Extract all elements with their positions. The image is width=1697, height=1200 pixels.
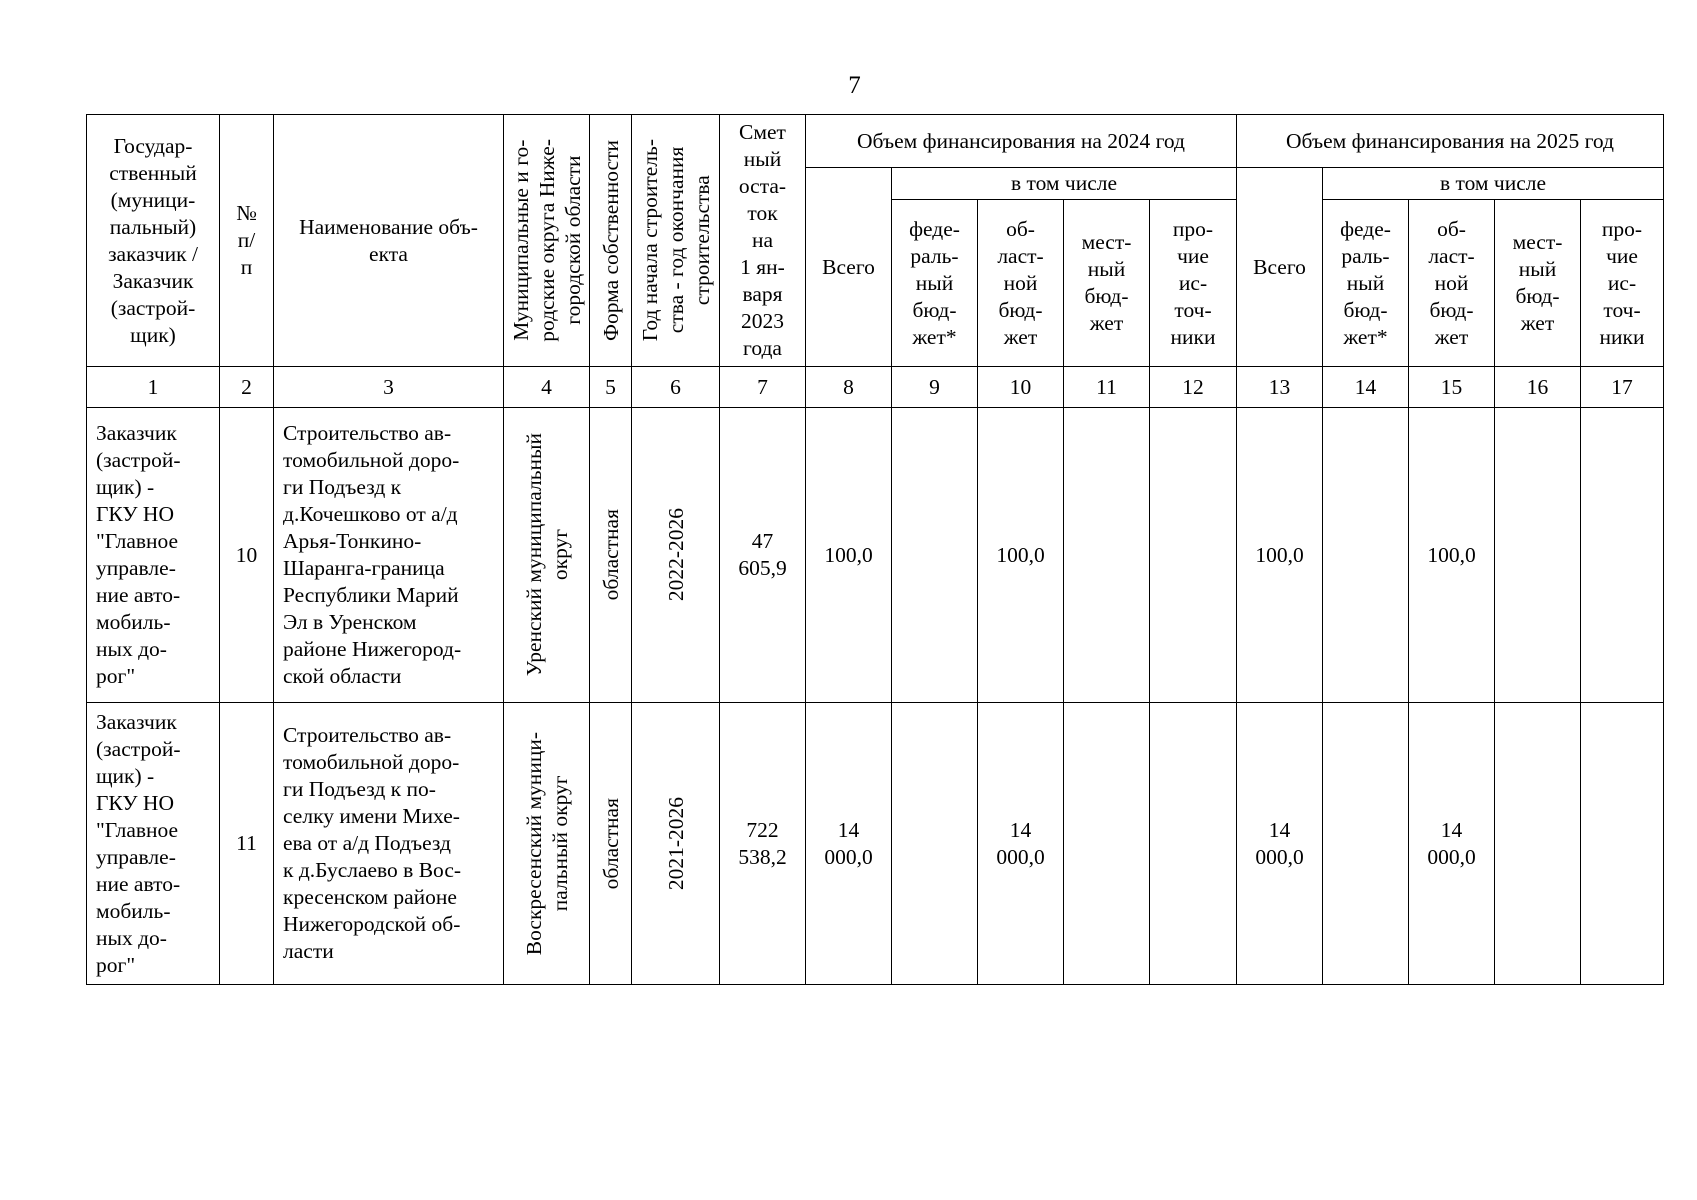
row-estimate: 47 605,9	[720, 408, 806, 703]
header-years-cell	[632, 115, 720, 367]
row-total-2025: 14 000,0	[1237, 703, 1323, 985]
column-number: 15	[1409, 367, 1495, 408]
row-ownership-cell	[590, 408, 632, 703]
row-municipality-cell	[504, 408, 590, 703]
row-years-cell	[632, 408, 720, 703]
investment-table	[86, 114, 1664, 985]
column-number: 12	[1150, 367, 1237, 408]
row-years: 2021-2026	[663, 796, 688, 891]
column-number: 4	[504, 367, 590, 408]
header-municipality-cell	[504, 115, 590, 367]
header-fin-2024: Объем финансирования на 2024 год	[806, 115, 1237, 168]
header-local-2024: мест- ный бюд- жет	[1064, 200, 1150, 367]
header-object-name: Наименование объ- екта	[274, 115, 504, 367]
page-number: 7	[848, 72, 861, 99]
row-regional-2024: 14 000,0	[978, 703, 1064, 985]
header-federal-2024: феде- раль- ный бюд- жет*	[892, 200, 978, 367]
row-regional-2025: 100,0	[1409, 408, 1495, 703]
row-local-2024	[1064, 408, 1150, 703]
header-ownership: Форма собственности	[598, 139, 623, 342]
row-other-2024	[1150, 703, 1237, 985]
header-federal-2025: феде- раль- ный бюд- жет*	[1323, 200, 1409, 367]
header-customer: Государ- ственный (муници- пальный) заказчик / Заказчик (застрой- щик)	[87, 115, 220, 367]
column-number: 10	[978, 367, 1064, 408]
header-regional-2024: об- ласт- ной бюд- жет	[978, 200, 1064, 367]
header-fin-2025: Объем финансирования на 2025 год	[1237, 115, 1664, 168]
row-other-2025	[1581, 408, 1664, 703]
column-number: 14	[1323, 367, 1409, 408]
row-ownership: областная	[598, 797, 623, 890]
column-number: 13	[1237, 367, 1323, 408]
row-regional-2024: 100,0	[978, 408, 1064, 703]
row-federal-2025	[1323, 703, 1409, 985]
row-total-2024: 100,0	[806, 408, 892, 703]
row-estimate: 722 538,2	[720, 703, 806, 985]
row-years: 2022-2026	[663, 508, 688, 602]
row-total-2024: 14 000,0	[806, 703, 892, 985]
column-number: 7	[720, 367, 806, 408]
row-customer: Заказчик (застрой- щик) - ГКУ НО "Главное управле- ние авто- мобиль- ных до- рог"	[87, 703, 220, 985]
row-ownership-cell	[590, 703, 632, 985]
row-other-2025	[1581, 703, 1664, 985]
row-regional-2025: 14 000,0	[1409, 703, 1495, 985]
row-municipality-cell	[504, 703, 590, 985]
column-number: 2	[220, 367, 274, 408]
header-other-2024: про- чие ис- точ- ники	[1150, 200, 1237, 367]
header-years: Год начала строитель- ства - год окончания строительства	[637, 139, 714, 342]
row-ownership: областная	[598, 509, 623, 601]
header-regional-2025: об- ласт- ной бюд- жет	[1409, 200, 1495, 367]
header-estimate: Смет ный оста- ток на 1 ян- варя 2023 года	[720, 115, 806, 367]
column-number: 1	[87, 367, 220, 408]
row-federal-2024	[892, 408, 978, 703]
row-federal-2024	[892, 703, 978, 985]
column-number: 11	[1064, 367, 1150, 408]
header-including-2024: в том числе	[892, 168, 1237, 200]
column-number: 8	[806, 367, 892, 408]
row-object-name: Строительство ав- томобильной доро- ги Подъезд к д.Кочешково от а/д Арья-Тонкино- Шаранга-граница Республики Марий Эл в Уренском районе Нижегород- ской области	[274, 408, 504, 703]
column-number: 3	[274, 367, 504, 408]
row-local-2025	[1495, 703, 1581, 985]
table-row	[87, 408, 1664, 703]
column-number: 6	[632, 367, 720, 408]
header-municipality: Муниципальные и го- родские округа Ниже- городской области	[508, 139, 585, 342]
header-including-2025: в том числе	[1323, 168, 1664, 200]
row-municipality: Воскресенский муници- пальный округ	[521, 731, 572, 956]
table-row	[87, 703, 1664, 985]
header-ownership-cell	[590, 115, 632, 367]
row-customer: Заказчик (застрой- щик) - ГКУ НО "Главное управле- ние авто- мобиль- ных до- рог"	[87, 408, 220, 703]
row-federal-2025	[1323, 408, 1409, 703]
row-total-2025: 100,0	[1237, 408, 1323, 703]
header-row-1	[87, 115, 1664, 168]
row-other-2024	[1150, 408, 1237, 703]
row-municipality: Уренский муниципальный округ	[521, 433, 572, 677]
column-number-row	[87, 367, 1664, 408]
row-number: 10	[220, 408, 274, 703]
header-number: № п/ п	[220, 115, 274, 367]
header-total-2025: Всего	[1237, 168, 1323, 367]
column-number: 16	[1495, 367, 1581, 408]
header-local-2025: мест- ный бюд- жет	[1495, 200, 1581, 367]
row-years-cell	[632, 703, 720, 985]
row-number: 11	[220, 703, 274, 985]
header-total-2024: Всего	[806, 168, 892, 367]
header-other-2025: про- чие ис- точ- ники	[1581, 200, 1664, 367]
row-local-2025	[1495, 408, 1581, 703]
column-number: 5	[590, 367, 632, 408]
column-number: 9	[892, 367, 978, 408]
column-number: 17	[1581, 367, 1664, 408]
row-local-2024	[1064, 703, 1150, 985]
row-object-name: Строительство ав- томобильной доро- ги Подъезд к по- селку имени Михе- ева от а/д Подъезд к д.Буслаево в Вос- кресенском районе Нижегородской об- ласти	[274, 703, 504, 985]
